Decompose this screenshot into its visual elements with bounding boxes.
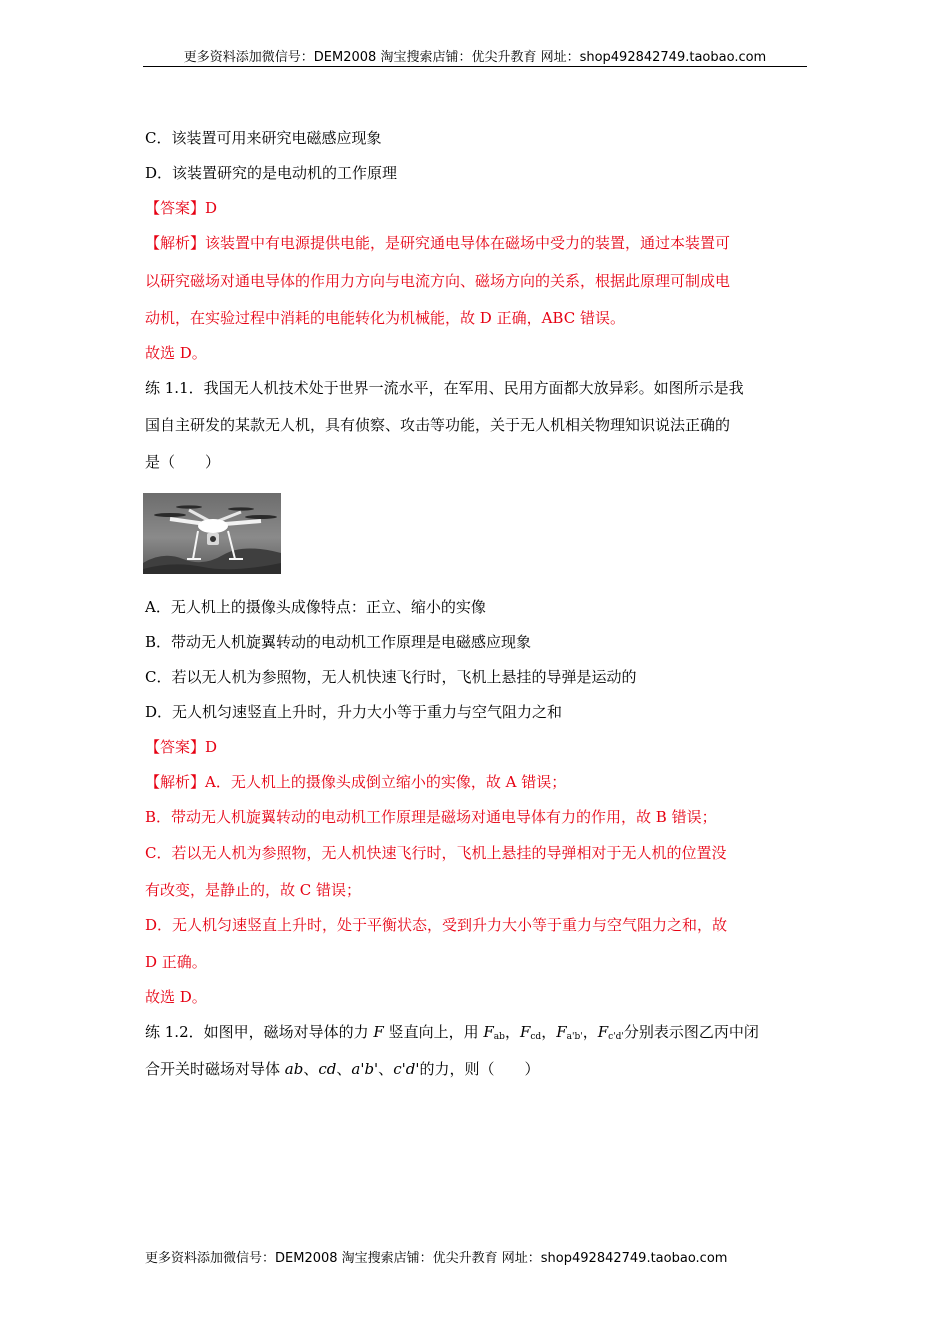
q3-stem-line-2 [145,1059,539,1079]
page-footer: 更多资料添加微信号：DEM2008 淘宝搜索店铺：优尖升教育 网址：shop492842749.taobao.com [145,1251,728,1266]
q1-analysis-line-3: 动机，在实验过程中消耗的电能转化为机械能，故 D 正确，ABC 错误。 [145,309,625,327]
header-divider [143,66,807,67]
q2-stem-line-1: 练 1.1．我国无人机技术处于世界一流水平，在军用、民用方面都大放异彩。如图所示是我 [145,379,744,397]
q2-analysis-b: B．带动无人机旋翼转动的电动机工作原理是磁场对通电导体有力的作用，故 B 错误； [145,808,717,826]
q2-answer [145,737,217,757]
separator: 、 [303,1060,319,1078]
page-header: 更多资料添加微信号：DEM2008 淘宝搜索店铺：优尖升教育 网址：shop492842749.taobao.com [183,50,767,65]
force-symbol: F [597,1023,609,1041]
separator: ， [582,1023,598,1041]
q1-conclusion: 故选 D。 [145,344,207,362]
analysis-text: A．无人机上的摄像头成倒立缩小的实像，故 A 错误； [205,773,567,791]
q2-option-b: B．带动无人机旋翼转动的电动机工作原理是电磁感应现象 [145,633,532,651]
force-symbol: F [556,1023,567,1041]
q2-stem-line-2: 国自主研发的某款无人机，具有侦察、攻击等功能，关于无人机相关物理知识说法正确的 [145,416,731,434]
answer-label: 【答案】 [145,738,206,756]
q1-analysis-line-2: 以研究磁场对通电导体的作用力方向与电流方向、磁场方向的关系，根据此原理可制成电 [145,272,731,290]
q2-analysis-c-line-2: 有改变，是静止的，故 C 错误； [145,881,362,899]
q2-analysis-c-line-1: C．若以无人机为参照物，无人机快速飞行时，飞机上悬挂的导弹相对于无人机的位置没 [145,844,727,862]
subscript: ab [493,1032,505,1042]
force-symbol: F [483,1023,494,1041]
stem-text: 分别表示图乙丙中闭 [623,1023,759,1041]
force-symbol: F [373,1023,384,1041]
answer-value: D [205,738,218,756]
q2-analysis-a [145,772,566,792]
stem-text: 的力，则（ ） [419,1060,540,1078]
q2-stem-line-3: 是（ ） [145,453,221,471]
separator: ， [541,1023,557,1041]
conductor-label: cd [318,1060,337,1078]
q1-option-d: D．该装置研究的是电动机的工作原理 [145,164,398,182]
q3-stem-line-1 [145,1022,759,1047]
subscript: c'd' [608,1032,624,1042]
q2-conclusion: 故选 D。 [145,988,207,1006]
conductor-label: a'b' [351,1060,379,1078]
stem-text: 竖直向上，用 [383,1023,484,1041]
q2-option-c: C．若以无人机为参照物，无人机快速飞行时，飞机上悬挂的导弹是运动的 [145,668,637,686]
analysis-label: 【解析】 [145,234,206,252]
q2-option-a: A．无人机上的摄像头成像特点：正立、缩小的实像 [145,598,486,616]
subscript: cd [530,1032,542,1042]
conductor-label: c'd' [393,1060,420,1078]
q2-analysis-d-line-2: D 正确。 [145,953,207,971]
stem-text: 合开关时磁场对导体 [145,1060,285,1078]
q2-analysis-d-line-1: D．无人机匀速竖直上升时，处于平衡状态，受到升力大小等于重力与空气阻力之和，故 [145,916,728,934]
subscript: a'b' [566,1032,583,1042]
separator: 、 [378,1060,394,1078]
stem-text: 练 1.2．如图甲，磁场对导体的力 [145,1023,374,1041]
answer-label: 【答案】 [145,199,206,217]
analysis-text: 该装置中有电源提供电能，是研究通电导体在磁场中受力的装置，通过本装置可 [205,234,731,252]
force-symbol: F [519,1023,531,1041]
drone-photo [143,493,281,574]
separator: 、 [336,1060,352,1078]
q1-option-c: C．该装置可用来研究电磁感应现象 [145,129,382,147]
q1-analysis-line-1 [145,233,730,253]
q1-answer [145,198,217,218]
analysis-label: 【解析】 [145,773,206,791]
q2-option-d: D．无人机匀速竖直上升时，升力大小等于重力与空气阻力之和 [145,703,563,721]
answer-value: D [205,199,218,217]
separator: ， [504,1023,520,1041]
conductor-label: ab [284,1060,304,1078]
